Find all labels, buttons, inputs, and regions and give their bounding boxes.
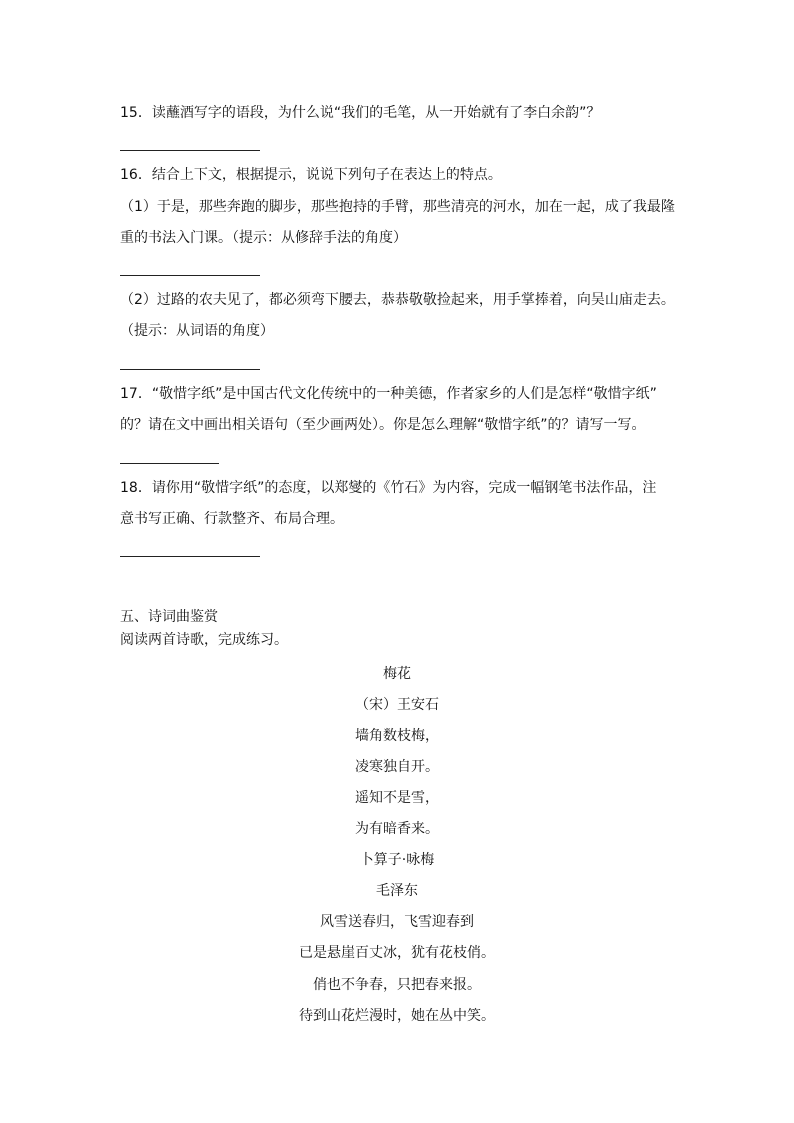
- answer-line-16-1[interactable]: [120, 275, 260, 276]
- poem1-line: 为有暗香来。: [355, 821, 439, 837]
- poem2-line: 风雪送春归，飞雪迎春到: [320, 914, 474, 930]
- section-title: 五、诗词曲鉴赏: [120, 609, 218, 625]
- poem2-title: 卜算子·咏梅: [359, 852, 435, 868]
- poem2-author: 毛泽东: [376, 883, 418, 899]
- question-16-2-line1: （2）过路的农夫见了，都必须弯下腰去，恭恭敬敬捡起来，用手掌捧着，向吴山庙走去。: [120, 292, 675, 308]
- question-18-line2: 意书写正确、行款整齐、布局合理。: [120, 511, 344, 527]
- answer-line-17[interactable]: [120, 463, 219, 464]
- answer-line-16-2[interactable]: [120, 369, 260, 370]
- section-instruction: 阅读两首诗歌，完成练习。: [120, 632, 288, 648]
- poem1-line: 遥知不是雪，: [355, 790, 439, 806]
- poem2-line: 已是悬崖百丈冰，犹有花枝俏。: [299, 945, 495, 961]
- question-16-1-line1: （1）于是，那些奔跑的脚步，那些抱持的手臂，那些清亮的河水，加在一起，成了我最隆: [120, 199, 675, 215]
- poem1-line: 凌寒独自开。: [355, 759, 439, 775]
- question-16-1-line2: 重的书法入门课。（提示：从修辞手法的角度）: [120, 230, 407, 246]
- question-16-2-line2: （提示：从词语的角度）: [120, 323, 274, 339]
- question-17-line2: 的？请在文中画出相关语句（至少画两处）。你是怎么理解“敬惜字纸”的？请写一写。: [120, 417, 646, 433]
- question-17-line1: 17．“敬惜字纸”是中国古代文化传统中的一种美德，作者家乡的人们是怎样“敬惜字纸”: [120, 386, 657, 402]
- question-16-intro: 16．结合上下文，根据提示，说说下列句子在表达上的特点。: [120, 167, 502, 183]
- poem1-title: 梅花: [383, 666, 411, 682]
- answer-line-15[interactable]: [120, 150, 260, 151]
- poem2-line: 待到山花烂漫时，她在丛中笑。: [299, 1008, 495, 1024]
- poem2-line: 俏也不争春，只把春来报。: [313, 977, 481, 993]
- question-18-line1: 18．请你用“敬惜字纸”的态度，以郑燮的《竹石》为内容，完成一幅钢笔书法作品，注: [120, 480, 657, 496]
- question-15: 15．读蘸酒写字的语段，为什么说“我们的毛笔，从一开始就有了李白余韵”？: [120, 105, 601, 121]
- answer-line-18[interactable]: [120, 556, 260, 557]
- poem1-line: 墙角数枝梅，: [355, 728, 439, 744]
- poem1-author: （宋）王安石: [355, 697, 439, 713]
